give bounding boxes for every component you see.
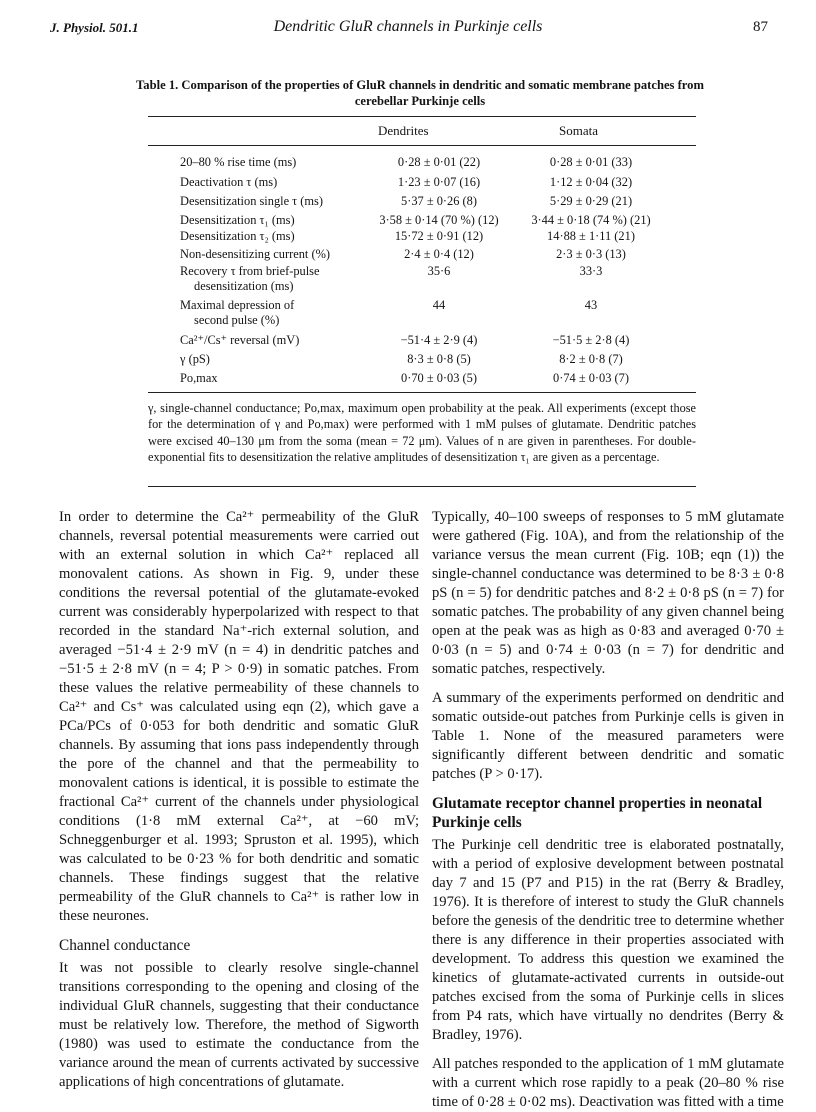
row-label: 20–80 % rise time (ms) <box>180 155 297 169</box>
somata-value: 1·12 ± 0·04 (32) <box>549 175 633 189</box>
dendrites-value: −51·4 ± 2·9 (4) <box>400 333 478 347</box>
row-label-continuation: second pulse (%) <box>194 313 280 327</box>
dendrites-value: 1·23 ± 0·07 (16) <box>397 175 481 189</box>
somata-value: 3·44 ± 0·18 (74 %) (21) <box>531 213 651 227</box>
row-label: γ (pS) <box>180 352 210 366</box>
row-label: Desensitization τ₂ (ms) <box>180 229 295 243</box>
dendrites-value: 5·37 ± 0·26 (8) <box>401 194 477 208</box>
running-header <box>0 18 816 42</box>
body-paragraph: It was not possible to clearly resolve single-channel transitions corresponding to the opening and closing of the individual GluR channels, suggesting that their conductance must be relatively low. Therefore, the method of Sigworth (1980) was used to estimate the conductance from the variance around the mean of currents activated by successive applications of high concentrations of glutamate. <box>59 960 419 1090</box>
table-top-rule <box>148 116 696 117</box>
section-heading: Glutamate receptor channel properties in neonatal Purkinje cells <box>432 795 763 831</box>
left-column <box>59 508 419 1092</box>
somata-value: 0·74 ± 0·03 (7) <box>553 371 629 385</box>
page-number: 87 <box>753 19 768 35</box>
somata-value: 33·3 <box>579 264 603 278</box>
body-paragraph: Typically, 40–100 sweeps of responses to 5 mM glutamate were gathered (Fig. 10A), and from the relationship of the variance versus the mean current (Fig. 10B; eqn (1)) the single-channel conductance was determined to be 8·3 ± 0·8 pS (n = 5) for dendritic patches and 8·2 ± 0·8 pS (n = 7) for somatic patches. The probability of any given channel being open at the peak was as high as 0·83 and averaged 0·70 ± 0·03 (n = 5) and 0·74 ± 0·03 (n = 7) for dendritic and somatic patches, respectively. <box>432 509 784 677</box>
row-label-continuation: desensitization (ms) <box>194 279 294 293</box>
somata-value: 2·3 ± 0·3 (13) <box>556 247 626 261</box>
section-heading: Channel conductance <box>59 937 191 954</box>
table-header-rule <box>148 145 696 146</box>
row-label: Desensitization single τ (ms) <box>180 194 323 208</box>
dendrites-value: 2·4 ± 0·4 (12) <box>404 247 474 261</box>
dendrites-value: 0·70 ± 0·03 (5) <box>401 371 477 385</box>
body-paragraph: All patches responded to the application of 1 mM glutamate with a current which rose rapidly to a peak (20–80 % rise time of 0·28 ± 0·02 ms). Deactivation was fitted with a time <box>432 1056 784 1110</box>
row-label: Non-desensitizing current (%) <box>180 247 331 261</box>
row-label: Deactivation τ (ms) <box>180 175 278 189</box>
row-label: Desensitization τ₁ (ms) <box>180 213 295 227</box>
dendrites-value: 8·3 ± 0·8 (5) <box>407 352 471 366</box>
table-caption: Table 1. Comparison of the properties of GluR channels in dendritic and somatic membrane patches from cerebellar Purkinje cells <box>136 78 704 108</box>
row-label-line: Recovery τ from brief-pulse <box>180 264 320 278</box>
table-footnote: γ, single-channel conductance; Po,max, maximum open probability at the peak. All experiments (except those for the determination of γ and Po,max) were performed with 1 mM pulses of glutamate. Dendritic patches were excised 40–130 μm from the soma (mean = 72 μm). Values of n are given in parentheses. For double-exponential fits to desensitization the relative amplitudes of desensitization τ₁ are given as a percentage. <box>148 401 696 464</box>
somata-value: 43 <box>584 298 598 312</box>
row-label <box>180 264 330 294</box>
journal-citation: J. Physiol. 501.1 <box>50 20 139 35</box>
somata-value: 8·2 ± 0·8 (7) <box>559 352 623 366</box>
somata-value: −51·5 ± 2·8 (4) <box>552 333 630 347</box>
body-paragraph: The Purkinje cell dendritic tree is elaborated postnatally, with a period of explosive development between postnatal day 7 and 15 (P7 and P15) in the rat (Berry & Bradley, 1976). It is therefore of interest to study the GluR channels before the genesis of the dendritic tree to determine whether there is any difference in their properties associated with development. To address this question we examined the kinetics of glutamate-activated currents in outside-out patches excised from the soma of Purkinje cells in slices from P4 rats, which have virtually no dendrites (Berry & Bradley, 1976). <box>432 837 784 1043</box>
dendrites-value: 35·6 <box>427 264 451 278</box>
somata-value: 14·88 ± 1·11 (21) <box>547 229 635 243</box>
dendrites-value: 44 <box>432 298 446 312</box>
row-label <box>180 298 330 328</box>
column-header-somata: Somata <box>559 123 598 138</box>
dendrites-value: 0·28 ± 0·01 (22) <box>397 155 481 169</box>
dendrites-value: 3·58 ± 0·14 (70 %) (12) <box>379 213 499 227</box>
somata-value: 5·29 ± 0·29 (21) <box>549 194 633 208</box>
running-title: Dendritic GluR channels in Purkinje cells <box>273 18 543 35</box>
right-column <box>432 508 784 1112</box>
column-header-dendrites: Dendrites <box>378 123 429 138</box>
body-paragraph: A summary of the experiments performed on dendritic and somatic outside-out patches from Purkinje cells is given in Table 1. None of the measured parameters were significantly different between dendritic and somatic patches (P > 0·17). <box>432 690 784 782</box>
table-bottom-rule <box>148 392 696 393</box>
row-label-line: Maximal depression of <box>180 298 295 312</box>
somata-value: 0·28 ± 0·01 (33) <box>549 155 633 169</box>
body-paragraph: In order to determine the Ca²⁺ permeability of the GluR channels, reversal potential measurements were carried out with an external solution in which Ca²⁺ replaced all monovalent cations. As shown in Fig. 9, under these conditions the reversal potential of the glutamate-evoked current was considerably hyperpolarized with respect to that recorded in the standard Na⁺-rich external solution, and averaged −51·4 ± 2·9 mV (n = 4) in dendritic patches and −51·5 ± 2·8 mV (n = 4; P > 0·9) in somatic patches. From these values the relative permeability of these channels to Ca²⁺ and Cs⁺ was calculated using eqn (2), which gave a PCa/PCs of 0·053 for both dendritic and somatic GluR channels. By assuming that ions pass independently through the pore of the channel and that the permeability to monovalent cations is identical, it is possible to estimate the fractional Ca²⁺ current of the channels under physiological conditions (1·8 mM external Ca²⁺, at −60 mV; Schneggenburger et al. 1993; Spruston et al. 1995), which was calculated to be 0·23 % for both dendritic and somatic channels. These findings suggest that the relative permeability of the GluR channels to Ca²⁺ is rather low in these neurones. <box>59 509 419 924</box>
row-label: Ca²⁺/Cs⁺ reversal (mV) <box>180 333 300 347</box>
row-label: Po,max <box>180 371 218 385</box>
dendrites-value: 15·72 ± 0·91 (12) <box>394 229 484 243</box>
footnote-rule <box>148 486 696 487</box>
